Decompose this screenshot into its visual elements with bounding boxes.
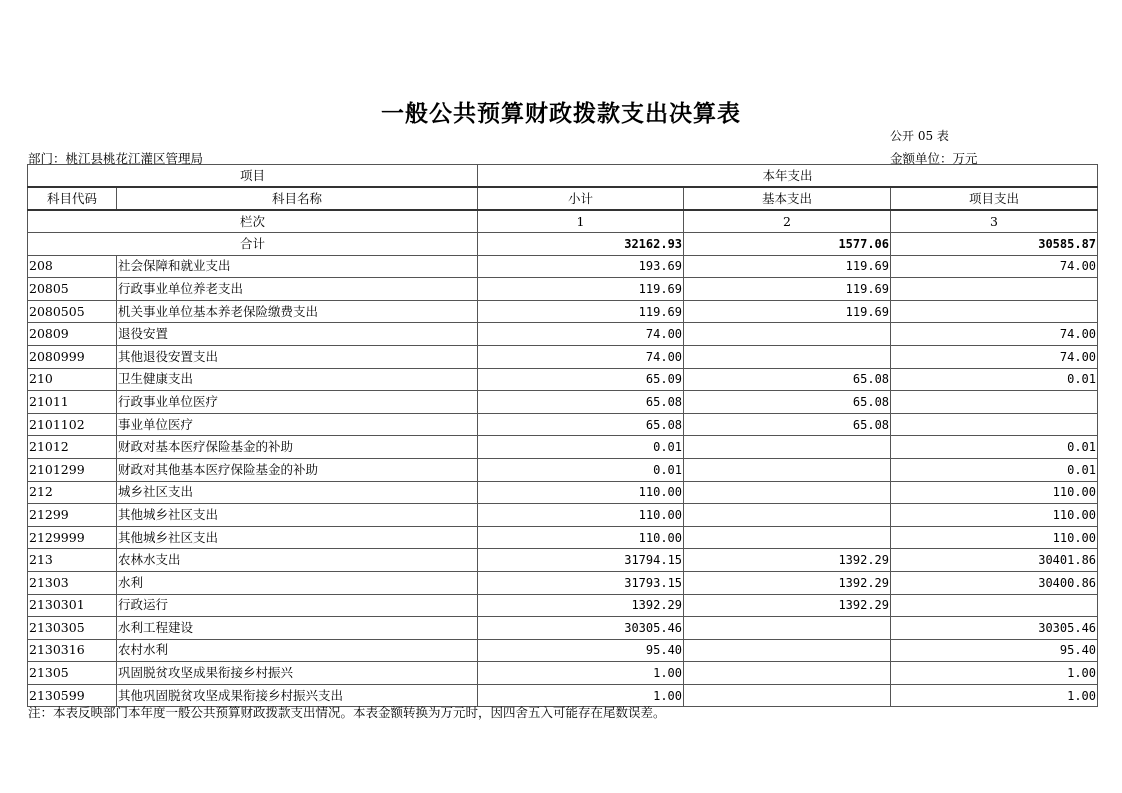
row-project: 1.00 xyxy=(891,684,1098,707)
row-code: 21299 xyxy=(28,504,117,527)
row-basic xyxy=(684,684,891,707)
row-subtotal: 193.69 xyxy=(478,255,684,278)
row-project: 110.00 xyxy=(891,481,1098,504)
row-code: 21303 xyxy=(28,571,117,594)
row-basic: 65.08 xyxy=(684,391,891,414)
table-row xyxy=(28,639,1098,662)
row-name: 行政事业单位医疗 xyxy=(117,391,478,414)
page-title: 一般公共预算财政拨款支出决算表 xyxy=(381,100,741,127)
row-subtotal: 65.09 xyxy=(478,368,684,391)
row-subtotal: 65.08 xyxy=(478,391,684,414)
row-code: 20805 xyxy=(28,278,117,301)
row-name: 事业单位医疗 xyxy=(117,413,478,436)
row-name: 财政对其他基本医疗保险基金的补助 xyxy=(117,458,478,481)
row-subtotal: 0.01 xyxy=(478,436,684,459)
table-row xyxy=(28,458,1098,481)
row-subtotal: 31794.15 xyxy=(478,549,684,572)
form-number: 公开 05 表 xyxy=(890,129,949,143)
row-name: 水利工程建设 xyxy=(117,617,478,640)
table-row xyxy=(28,345,1098,368)
row-subtotal: 110.00 xyxy=(478,526,684,549)
row-subtotal: 110.00 xyxy=(478,481,684,504)
row-name: 农村水利 xyxy=(117,639,478,662)
row-subtotal: 119.69 xyxy=(478,278,684,301)
row-code: 21305 xyxy=(28,662,117,685)
row-basic xyxy=(684,481,891,504)
table-row xyxy=(28,617,1098,640)
table-row xyxy=(28,278,1098,301)
row-project: 0.01 xyxy=(891,368,1098,391)
row-code: 210 xyxy=(28,368,117,391)
row-code: 2130301 xyxy=(28,594,117,617)
row-project: 74.00 xyxy=(891,323,1098,346)
row-basic: 119.69 xyxy=(684,300,891,323)
row-code: 2130305 xyxy=(28,617,117,640)
row-name: 卫生健康支出 xyxy=(117,368,478,391)
table-row xyxy=(28,594,1098,617)
row-name: 城乡社区支出 xyxy=(117,481,478,504)
row-subtotal: 30305.46 xyxy=(478,617,684,640)
row-project: 110.00 xyxy=(891,526,1098,549)
total-subtotal: 32162.93 xyxy=(478,233,684,256)
table-row xyxy=(28,481,1098,504)
row-name: 农林水支出 xyxy=(117,549,478,572)
row-subtotal: 1.00 xyxy=(478,662,684,685)
row-project xyxy=(891,413,1098,436)
row-name: 机关事业单位基本养老保险缴费支出 xyxy=(117,300,478,323)
header-row-3 xyxy=(28,210,1098,233)
row-basic: 65.08 xyxy=(684,413,891,436)
table-row xyxy=(28,571,1098,594)
row-subtotal: 1.00 xyxy=(478,684,684,707)
header-col2: 2 xyxy=(684,210,891,233)
row-code: 2080999 xyxy=(28,345,117,368)
header-column-no: 栏次 xyxy=(28,210,478,233)
row-subtotal: 74.00 xyxy=(478,323,684,346)
row-project xyxy=(891,278,1098,301)
row-name: 行政运行 xyxy=(117,594,478,617)
table-row xyxy=(28,526,1098,549)
row-project: 1.00 xyxy=(891,662,1098,685)
row-name: 财政对基本医疗保险基金的补助 xyxy=(117,436,478,459)
row-project xyxy=(891,391,1098,414)
header-name: 科目名称 xyxy=(117,187,478,210)
row-code: 212 xyxy=(28,481,117,504)
header-row-1 xyxy=(28,165,1098,188)
row-subtotal: 95.40 xyxy=(478,639,684,662)
row-code: 2130599 xyxy=(28,684,117,707)
table-row xyxy=(28,368,1098,391)
row-basic: 1392.29 xyxy=(684,594,891,617)
row-subtotal: 74.00 xyxy=(478,345,684,368)
row-code: 213 xyxy=(28,549,117,572)
row-project: 74.00 xyxy=(891,255,1098,278)
total-basic: 1577.06 xyxy=(684,233,891,256)
header-col3: 3 xyxy=(891,210,1098,233)
expenditure-table xyxy=(27,164,1098,707)
row-name: 其他城乡社区支出 xyxy=(117,526,478,549)
row-basic xyxy=(684,436,891,459)
row-code: 2129999 xyxy=(28,526,117,549)
header-project: 项目 xyxy=(28,165,478,188)
header-col1: 1 xyxy=(478,210,684,233)
row-basic xyxy=(684,323,891,346)
row-code: 2101299 xyxy=(28,458,117,481)
row-project: 0.01 xyxy=(891,458,1098,481)
table-row xyxy=(28,436,1098,459)
table-row xyxy=(28,413,1098,436)
footnote: 注：本表反映部门本年度一般公共预算财政拨款支出情况。本表金额转换为万元时，因四舍五入可能存在尾数误差。 xyxy=(28,705,666,720)
row-name: 其他城乡社区支出 xyxy=(117,504,478,527)
row-basic: 1392.29 xyxy=(684,549,891,572)
row-code: 20809 xyxy=(28,323,117,346)
unit-label: 金额单位：万元 xyxy=(890,151,978,166)
header-project-exp: 项目支出 xyxy=(891,187,1098,210)
row-name: 其他巩固脱贫攻坚成果衔接乡村振兴支出 xyxy=(117,684,478,707)
row-name: 其他退役安置支出 xyxy=(117,345,478,368)
row-project: 30400.86 xyxy=(891,571,1098,594)
row-project: 95.40 xyxy=(891,639,1098,662)
table-row xyxy=(28,549,1098,572)
table-row xyxy=(28,300,1098,323)
header-code: 科目代码 xyxy=(28,187,117,210)
row-subtotal: 65.08 xyxy=(478,413,684,436)
total-project: 30585.87 xyxy=(891,233,1098,256)
row-name: 行政事业单位养老支出 xyxy=(117,278,478,301)
row-code: 21012 xyxy=(28,436,117,459)
row-code: 2130316 xyxy=(28,639,117,662)
row-basic: 119.69 xyxy=(684,278,891,301)
row-basic xyxy=(684,639,891,662)
row-subtotal: 119.69 xyxy=(478,300,684,323)
row-project: 30401.86 xyxy=(891,549,1098,572)
row-project: 0.01 xyxy=(891,436,1098,459)
row-subtotal: 1392.29 xyxy=(478,594,684,617)
table-row xyxy=(28,255,1098,278)
total-row xyxy=(28,233,1098,256)
row-code: 21011 xyxy=(28,391,117,414)
row-project: 74.00 xyxy=(891,345,1098,368)
row-code: 2080505 xyxy=(28,300,117,323)
row-project: 110.00 xyxy=(891,504,1098,527)
row-name: 社会保障和就业支出 xyxy=(117,255,478,278)
row-basic: 65.08 xyxy=(684,368,891,391)
row-basic: 1392.29 xyxy=(684,571,891,594)
table-row xyxy=(28,662,1098,685)
row-subtotal: 31793.15 xyxy=(478,571,684,594)
table-row xyxy=(28,323,1098,346)
row-project xyxy=(891,594,1098,617)
row-project xyxy=(891,300,1098,323)
department-label: 部门：桃江县桃花江灌区管理局 xyxy=(28,151,204,166)
row-name: 退役安置 xyxy=(117,323,478,346)
header-basic: 基本支出 xyxy=(684,187,891,210)
row-name: 水利 xyxy=(117,571,478,594)
row-subtotal: 0.01 xyxy=(478,458,684,481)
row-basic: 119.69 xyxy=(684,255,891,278)
row-name: 巩固脱贫攻坚成果衔接乡村振兴 xyxy=(117,662,478,685)
table-row xyxy=(28,391,1098,414)
row-basic xyxy=(684,458,891,481)
row-project: 30305.46 xyxy=(891,617,1098,640)
table-row xyxy=(28,504,1098,527)
row-basic xyxy=(684,526,891,549)
row-subtotal: 110.00 xyxy=(478,504,684,527)
row-basic xyxy=(684,345,891,368)
total-label: 合计 xyxy=(28,233,478,256)
row-basic xyxy=(684,662,891,685)
header-row-2 xyxy=(28,187,1098,210)
row-basic xyxy=(684,504,891,527)
row-code: 2101102 xyxy=(28,413,117,436)
row-code: 208 xyxy=(28,255,117,278)
header-subtotal: 小计 xyxy=(478,187,684,210)
header-current-year: 本年支出 xyxy=(478,165,1098,188)
row-basic xyxy=(684,617,891,640)
